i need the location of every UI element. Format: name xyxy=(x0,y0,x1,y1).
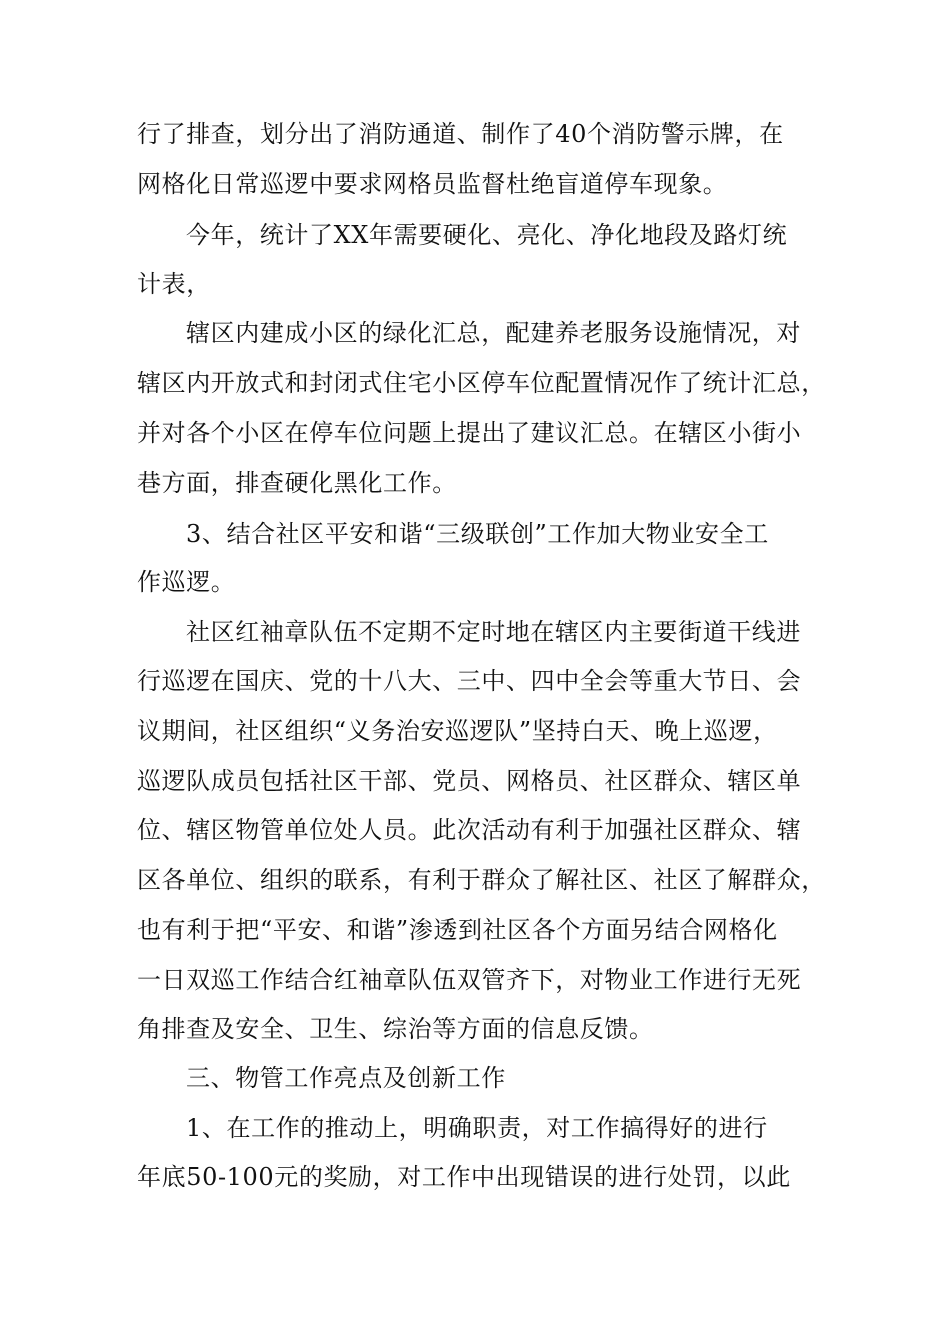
text-line: 年底50-100元的奖励，对工作中出现错误的进行处罚，以此 xyxy=(137,1163,791,1191)
text-line: 3、结合社区平安和谐“三级联创”工作加大物业安全工 xyxy=(186,520,769,548)
text-line: 区各单位、组织的联系，有利于群众了解社区、社区了解群众， xyxy=(137,866,826,894)
text-line: 行了排查，划分出了消防通道、制作了40个消防警示牌，在 xyxy=(137,120,784,148)
text-line: 网格化日常巡逻中要求网格员监督杜绝盲道停车现象。 xyxy=(137,170,728,198)
text-line: 计表， xyxy=(137,270,211,298)
section-heading: 三、物管工作亮点及创新工作 xyxy=(186,1064,506,1092)
text-line: 巡逻队成员包括社区干部、党员、网格员、社区群众、辖区单 xyxy=(137,767,802,795)
text-line: 辖区内开放式和封闭式住宅小区停车位配置情况作了统计汇总， xyxy=(137,369,826,397)
text-line: 行巡逻在国庆、党的十八大、三中、四中全会等重大节日、会 xyxy=(137,667,802,695)
text-line: 作巡逻。 xyxy=(137,568,236,596)
text-line: 也有利于把“平安、和谐”渗透到社区各个方面另结合网格化 xyxy=(137,916,778,944)
text-line: 一日双巡工作结合红袖章队伍双管齐下，对物业工作进行无死 xyxy=(137,966,802,994)
text-line: 角排查及安全、卫生、综治等方面的信息反馈。 xyxy=(137,1015,654,1043)
text-line: 辖区内建成小区的绿化汇总，配建养老服务设施情况，对 xyxy=(186,319,801,347)
text-line: 今年，统计了XX年需要硬化、亮化、净化地段及路灯统 xyxy=(186,221,788,249)
text-line: 并对各个小区在停车位问题上提出了建议汇总。在辖区小街小 xyxy=(137,419,802,447)
text-line: 位、辖区物管单位处人员。此次活动有利于加强社区群众、辖 xyxy=(137,816,802,844)
text-line: 社区红袖章队伍不定期不定时地在辖区内主要街道干线进 xyxy=(186,618,801,646)
text-line: 议期间，社区组织“义务治安巡逻队”坚持白天、晚上巡逻， xyxy=(137,717,778,745)
text-line: 1、在工作的推动上，明确职责，对工作搞得好的进行 xyxy=(186,1114,768,1142)
text-line: 巷方面，排查硬化黑化工作。 xyxy=(137,469,457,497)
